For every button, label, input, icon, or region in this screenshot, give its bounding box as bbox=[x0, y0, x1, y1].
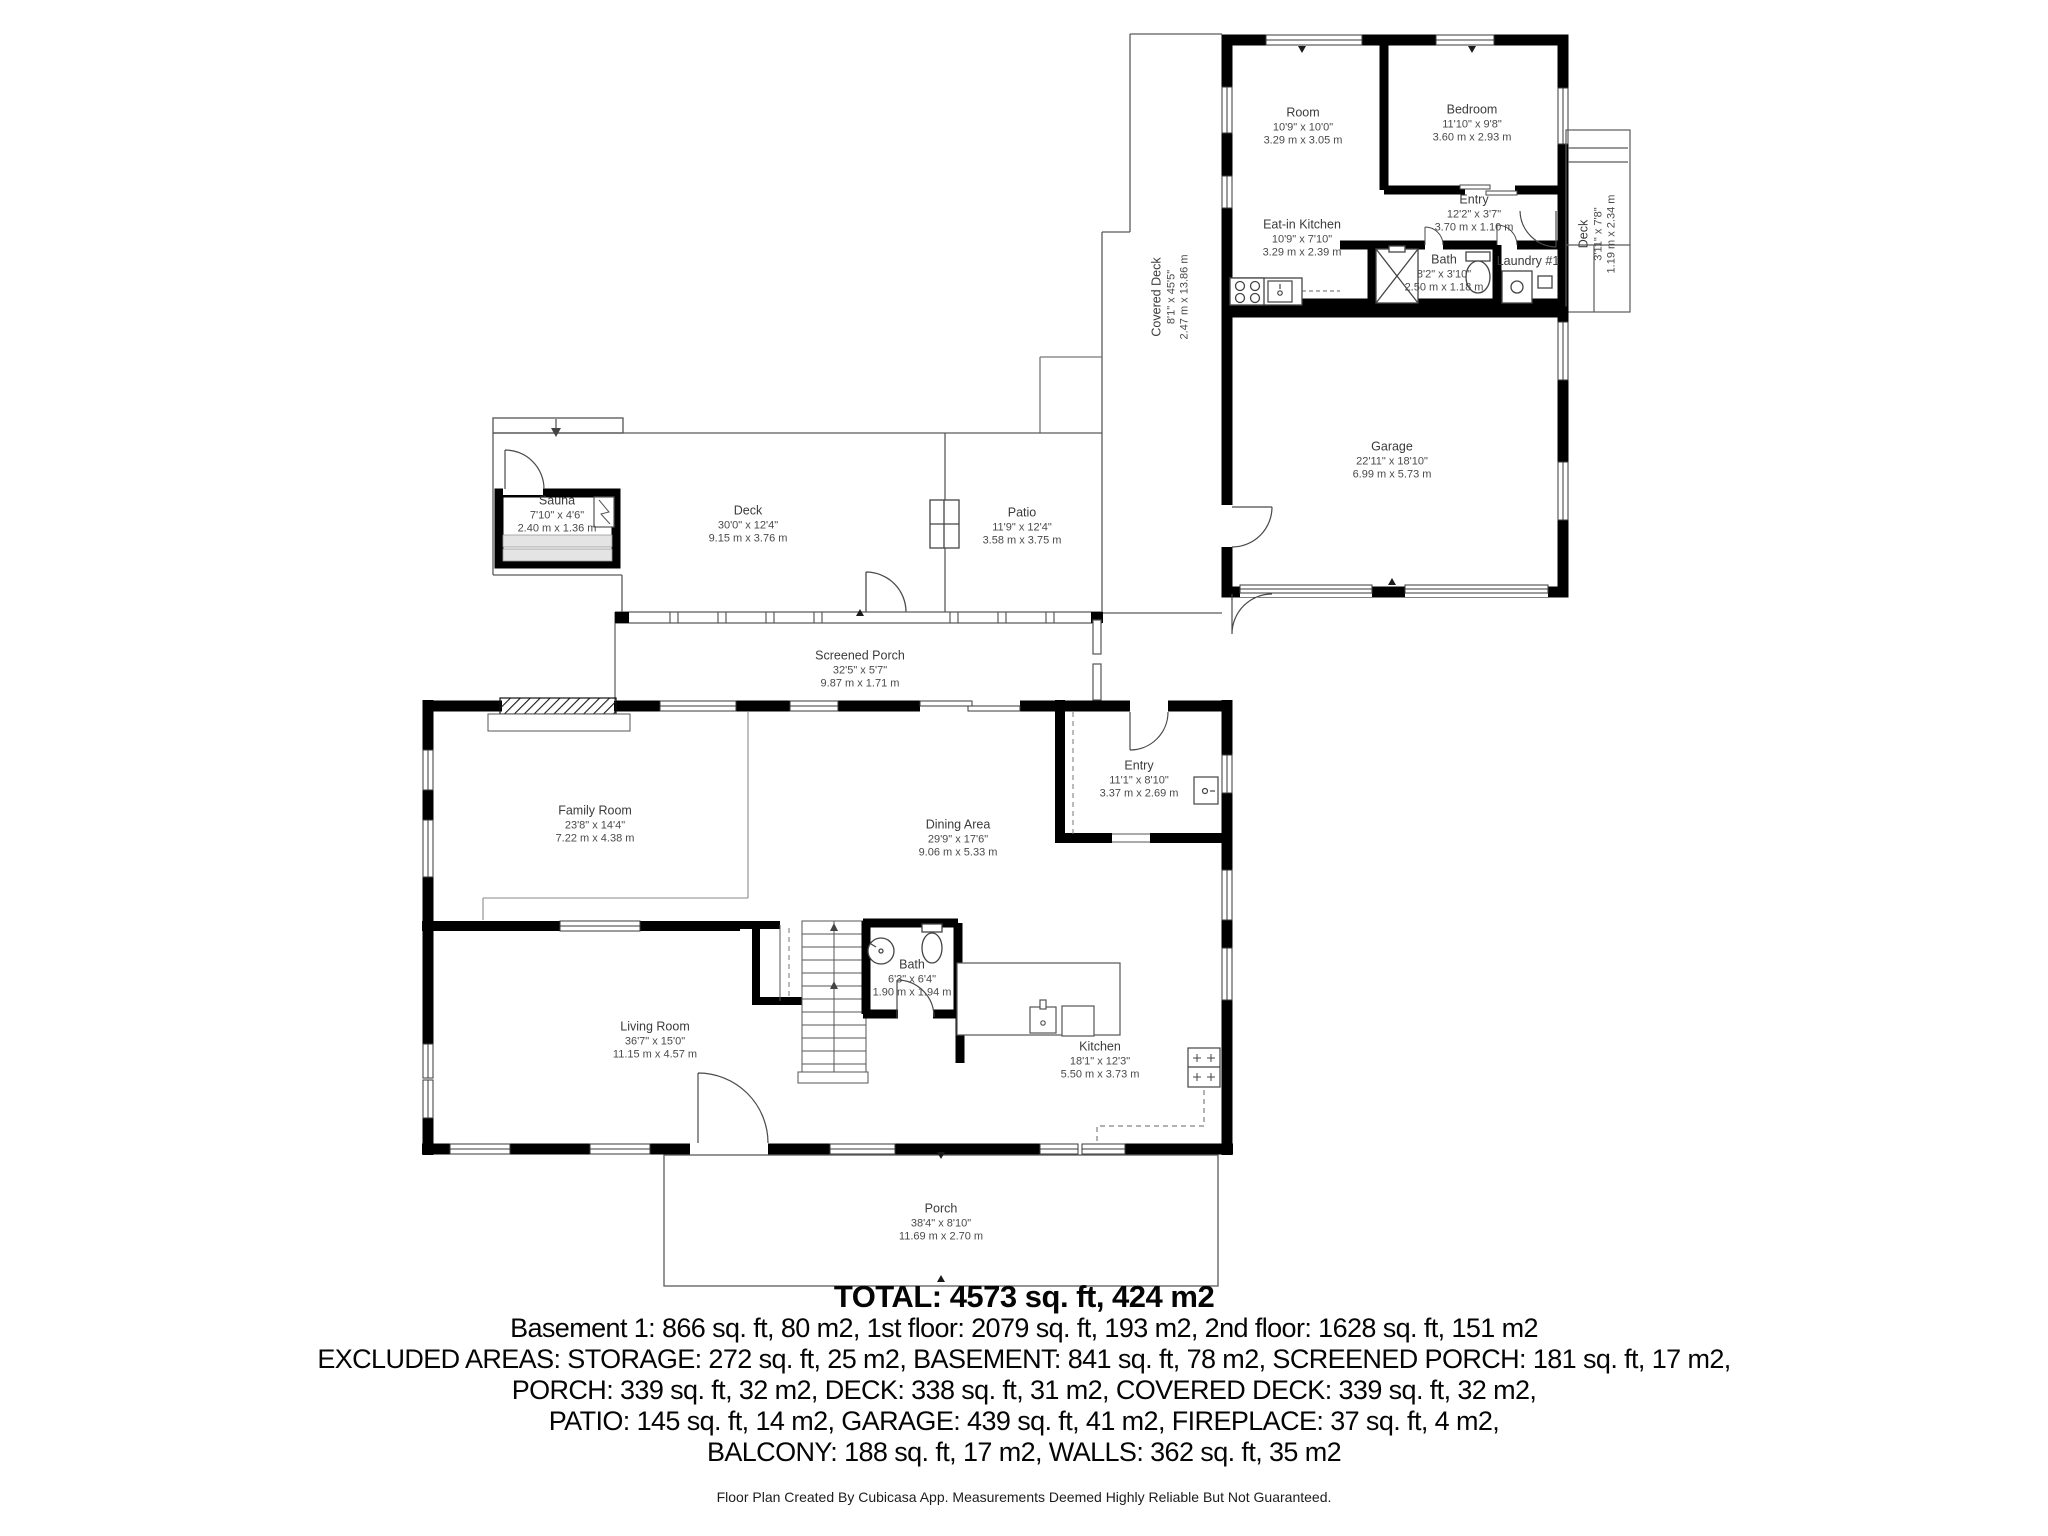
room-dims-ft: 10'9" x 7'10" bbox=[1271, 233, 1333, 246]
kitchen-counter bbox=[957, 963, 1120, 1036]
summary-line: EXCLUDED AREAS: STORAGE: 272 sq. ft, 25 m2, BASEMENT: 841 sq. ft, 78 m2, SCREENED PORCH: 181 sq. ft, 17 m2, bbox=[317, 1344, 1731, 1374]
area-summary bbox=[0, 1280, 2048, 1468]
room-dims-m: 9.06 m x 5.33 m bbox=[918, 846, 998, 859]
room-label bbox=[613, 1019, 697, 1062]
sink-icon bbox=[1194, 777, 1218, 804]
room-name: Bath bbox=[1431, 252, 1457, 267]
room-dims-m: 9.15 m x 3.76 m bbox=[708, 532, 788, 545]
room-dims-m: 7.22 m x 4.38 m bbox=[555, 832, 635, 845]
room-dims-ft: 11'1" x 8'10" bbox=[1109, 774, 1169, 787]
door-arc bbox=[505, 450, 544, 489]
room-dims-ft: 30'0" x 12'4" bbox=[717, 519, 779, 532]
room-dims-ft: 11'10" x 9'8" bbox=[1442, 118, 1502, 131]
room-dims-ft: 6'3" x 6'4" bbox=[887, 973, 937, 986]
door-arc bbox=[1130, 712, 1168, 750]
room-label bbox=[1263, 217, 1342, 260]
summary-line: Basement 1: 866 sq. ft, 80 m2, 1st floor: 2079 sq. ft, 193 m2, 2nd floor: 1628 sq. ft, 151 m2 bbox=[510, 1313, 1538, 1343]
door-arc bbox=[698, 1073, 768, 1143]
room-dims-m: 1.90 m x 1.94 m bbox=[872, 986, 952, 999]
room-dims-m: 5.50 m x 3.73 m bbox=[1060, 1068, 1140, 1081]
room-dims-m: 2.40 m x 1.36 m bbox=[517, 522, 597, 535]
room-label bbox=[1149, 255, 1192, 340]
room-dims-ft: 23'8" x 14'4" bbox=[564, 819, 626, 832]
sauna-heater-icon bbox=[594, 497, 614, 527]
room-dims-ft: 8'2" x 3'10" bbox=[1416, 268, 1472, 281]
room-name: Porch bbox=[924, 1201, 958, 1216]
room-dims-m: 3.37 m x 2.69 m bbox=[1099, 787, 1179, 800]
room-name: Living Room bbox=[620, 1019, 690, 1034]
sauna-bench bbox=[503, 535, 612, 547]
stove-icon bbox=[1188, 1048, 1220, 1087]
room-dims-m: 11.69 m x 2.70 m bbox=[898, 1230, 984, 1243]
room-label bbox=[1497, 254, 1560, 270]
room-dims-m: 2.50 m x 1.18 m bbox=[1404, 281, 1484, 294]
room-label bbox=[1433, 102, 1512, 145]
room-dims-ft: 22'11" x 18'10" bbox=[1356, 455, 1428, 468]
room-dims-m: 3.58 m x 3.75 m bbox=[982, 534, 1062, 547]
dimension-ticks bbox=[292, 0, 1476, 1282]
room-label bbox=[556, 803, 635, 846]
sauna-bench bbox=[503, 549, 612, 561]
room-dims-m: 2.47 m x 13.86 m bbox=[1178, 254, 1191, 340]
room-name: Kitchen bbox=[1079, 1039, 1121, 1054]
room-name: Eat-in Kitchen bbox=[1263, 217, 1341, 232]
room-label bbox=[899, 1201, 983, 1244]
door-arc bbox=[1232, 507, 1272, 547]
room-label bbox=[1576, 195, 1619, 274]
summary-line: PATIO: 145 sq. ft, 14 m2, GARAGE: 439 sq. ft, 41 m2, FIREPLACE: 37 sq. ft, 4 m2, bbox=[548, 1406, 1500, 1436]
room-name: Bedroom bbox=[1446, 102, 1498, 117]
room-dims-m: 3.60 m x 2.93 m bbox=[1432, 131, 1512, 144]
room-name: Entry bbox=[1124, 758, 1154, 773]
stairs-icon bbox=[798, 921, 868, 1083]
room-dims-ft: 38'4" x 8'10" bbox=[910, 1217, 972, 1230]
app-credit: Floor Plan Created By Cubicasa App. Measurements Deemed Highly Reliable But Not Guaranteed. bbox=[716, 1489, 1332, 1505]
room-dims-ft: 3'11" x 7'8" bbox=[1592, 207, 1605, 261]
room-name: Laundry #1 bbox=[1496, 254, 1560, 269]
sink-icon bbox=[1268, 281, 1292, 302]
room-dims-m: 3.29 m x 3.05 m bbox=[1263, 134, 1343, 147]
room-name: Sauna bbox=[538, 493, 576, 508]
room-label bbox=[1264, 105, 1343, 148]
summary-line: PORCH: 339 sq. ft, 32 m2, DECK: 338 sq. ft, 31 m2, COVERED DECK: 339 sq. ft, 32 m2, bbox=[511, 1375, 1537, 1405]
room-name: Garage bbox=[1371, 439, 1413, 454]
summary-line: BALCONY: 188 sq. ft, 17 m2, WALLS: 362 sq. ft, 35 m2 bbox=[706, 1437, 1342, 1467]
room-name: Room bbox=[1286, 105, 1320, 120]
room-label bbox=[709, 503, 788, 546]
room-label bbox=[1435, 192, 1514, 235]
room-dims-ft: 11'9" x 12'4" bbox=[992, 521, 1052, 534]
washer-icon bbox=[1502, 271, 1552, 303]
room-label bbox=[518, 493, 597, 536]
room-label bbox=[815, 648, 905, 691]
room-label bbox=[919, 817, 998, 860]
room-name: Deck bbox=[1576, 219, 1591, 249]
room-name: Bath bbox=[899, 957, 925, 972]
room-name: Family Room bbox=[558, 803, 632, 818]
room-name: Dining Area bbox=[925, 817, 991, 832]
room-dims-ft: 8'1" x 45'5" bbox=[1165, 269, 1178, 325]
room-dims-m: 6.99 m x 5.73 m bbox=[1352, 468, 1432, 481]
window-icon bbox=[1222, 755, 1232, 1000]
room-dims-m: 3.29 m x 2.39 m bbox=[1262, 246, 1342, 259]
room-name: Deck bbox=[733, 503, 763, 518]
room-dims-ft: 12'2" x 3'7" bbox=[1446, 208, 1502, 221]
room-label bbox=[1405, 252, 1484, 295]
room-dims-m: 9.87 m x 1.71 m bbox=[820, 677, 900, 690]
room-label bbox=[1100, 758, 1179, 801]
room-name: Screened Porch bbox=[815, 648, 905, 663]
room-label bbox=[1353, 439, 1432, 482]
room-dims-ft: 29'9" x 17'6" bbox=[927, 833, 989, 846]
room-dims-ft: 7'10" x 4'6" bbox=[529, 509, 585, 522]
room-name: Covered Deck bbox=[1149, 257, 1164, 337]
door-arc bbox=[1232, 594, 1272, 634]
total-area: TOTAL: 4573 sq. ft, 424 m2 bbox=[833, 1279, 1215, 1314]
room-label bbox=[1061, 1039, 1140, 1082]
room-dims-ft: 32'5" x 5'7" bbox=[832, 664, 888, 677]
room-name: Patio bbox=[1007, 505, 1037, 520]
room-label bbox=[983, 505, 1062, 548]
room-dims-ft: 10'9" x 10'0" bbox=[1272, 121, 1334, 134]
cooktop-icon bbox=[1062, 1006, 1094, 1036]
room-dims-m: 11.15 m x 4.57 m bbox=[612, 1048, 698, 1061]
room-name: Entry bbox=[1459, 192, 1489, 207]
room-dims-ft: 18'1" x 12'3" bbox=[1069, 1055, 1131, 1068]
room-dims-m: 1.19 m x 2.34 m bbox=[1605, 194, 1618, 274]
covered-deck-outline bbox=[1040, 34, 1222, 613]
room-dims-m: 3.70 m x 1.10 m bbox=[1434, 221, 1514, 234]
room-dims-ft: 36'7" x 15'0" bbox=[624, 1035, 686, 1048]
room-label bbox=[873, 957, 952, 1000]
fireplace-icon bbox=[488, 698, 630, 731]
